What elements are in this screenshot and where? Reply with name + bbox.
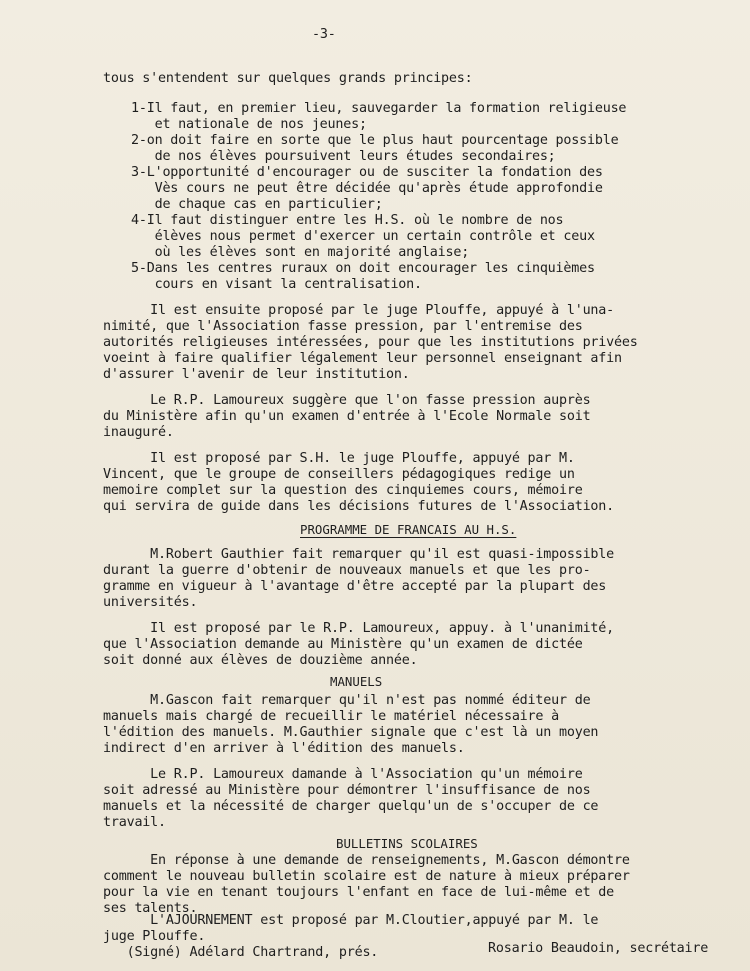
paragraph-line: manuels mais chargé de recueillir le matériel nécessaire à [103, 709, 559, 724]
paragraph-line: comment le nouveau bulletin scolaire est de nature à mieux préparer [103, 869, 630, 884]
signature-secretary: Rosario Beaudoin, secrétaire [488, 941, 709, 956]
paragraph-line: indirect d'en arriver à l'édition des manuels. [103, 741, 465, 756]
page-number: -3- [312, 27, 336, 42]
principle-line: de nos élèves poursuivent leurs études secondaires; [131, 149, 556, 164]
principle-line: Vès cours ne peut être décidée qu'après étude approfondie [131, 181, 603, 196]
principle-line: 4-Il faut distinguer entre les H.S. où le nombre de nos [131, 213, 564, 228]
principle-line: élèves nous permet d'exercer un certain contrôle et ceux [131, 229, 595, 244]
section-heading-manuels: MANUELS [330, 674, 383, 689]
adjournment-line: L'AJOURNEMENT est proposé par M.Cloutier,appuyé par M. le [103, 913, 599, 928]
principle-line: 1-Il faut, en premier lieu, sauvegarder la formation religieuse [131, 101, 627, 116]
paragraph-line: autorités religieuses intéressées, pour que les institutions privées [103, 335, 638, 350]
paragraph-line: soit donné aux élèves de douzième année. [103, 653, 418, 668]
paragraph-line: Vincent, que le groupe de conseillers pédagogiques redige un [103, 467, 575, 482]
paragraph-line: l'édition des manuels. M.Gauthier signale que c'est là un moyen [103, 725, 599, 740]
paragraph-line: qui servira de guide dans les décisions futures de l'Association. [103, 499, 615, 514]
principle-line: 5-Dans les centres ruraux on doit encourager les cinquièmes [131, 261, 595, 276]
paragraph-line: que l'Association demande au Ministère qu'un examen de dictée [103, 637, 583, 652]
paragraph-line: manuels et la nécessité de charger quelqu'un de s'occuper de ce [103, 799, 599, 814]
paragraph-line: M.Robert Gauthier fait remarquer qu'il est quasi-impossible [103, 547, 615, 562]
paragraph-line: ses talents. [103, 901, 198, 916]
paragraph-line: memoire complet sur la question des cinquiemes cours, mémoire [103, 483, 583, 498]
paragraph-line: nimité, que l'Association fasse pression, par l'entremise des [103, 319, 583, 334]
principle-line: de chaque cas en particulier; [131, 197, 383, 212]
paragraph-line: M.Gascon fait remarquer qu'il n'est pas nommé éditeur de [103, 693, 591, 708]
paragraph-line: Il est proposé par S.H. le juge Plouffe, appuyé par M. [103, 451, 575, 466]
paragraph-line: soit adressé au Ministère pour démontrer l'insuffisance de nos [103, 783, 591, 798]
paragraph-line: inauguré. [103, 425, 174, 440]
intro-line: tous s'entendent sur quelques grands principes: [103, 71, 473, 86]
principle-line: cours en visant la centralisation. [131, 277, 422, 292]
paragraph-line: travail. [103, 815, 166, 830]
adjournment-line: juge Plouffe. [103, 929, 206, 944]
paragraph-line: durant la guerre d'obtenir de nouveaux manuels et que les pro- [103, 563, 591, 578]
paragraph-line: Le R.P. Lamoureux suggère que l'on fasse pression auprès [103, 393, 591, 408]
paragraph-line: Le R.P. Lamoureux damande à l'Association qu'un mémoire [103, 767, 583, 782]
paragraph-line: universités. [103, 595, 198, 610]
signature-president: (Signé) Adélard Chartrand, prés. [103, 945, 379, 960]
principle-line: 2-on doit faire en sorte que le plus haut pourcentage possible [131, 133, 619, 148]
section-heading-bulletins: BULLETINS SCOLAIRES [336, 836, 478, 851]
paragraph-line: gramme en vigueur à l'avantage d'être accepté par la plupart des [103, 579, 607, 594]
paragraph-line: voeint à faire qualifier légalement leur personnel enseignant afin [103, 351, 622, 366]
paragraph-line: pour la vie en tenant toujours l'enfant en face de lui-même et de [103, 885, 615, 900]
paragraph-line: En réponse à une demande de renseignements, M.Gascon démontre [103, 853, 630, 868]
section-heading-programme: PROGRAMME DE FRANCAIS AU H.S. [300, 522, 517, 537]
paragraph-line: Il est proposé par le R.P. Lamoureux, appuy. à l'unanimité, [103, 621, 615, 636]
paragraph-line: Il est ensuite proposé par le juge Plouffe, appuyé à l'una- [103, 303, 615, 318]
paragraph-line: d'assurer l'avenir de leur institution. [103, 367, 410, 382]
paragraph-line: du Ministère afin qu'un examen d'entrée à l'Ecole Normale soit [103, 409, 591, 424]
principle-line: 3-L'opportunité d'encourager ou de susciter la fondation des [131, 165, 603, 180]
principle-line: où les élèves sont en majorité anglaise; [131, 245, 470, 260]
principle-line: et nationale de nos jeunes; [131, 117, 367, 132]
